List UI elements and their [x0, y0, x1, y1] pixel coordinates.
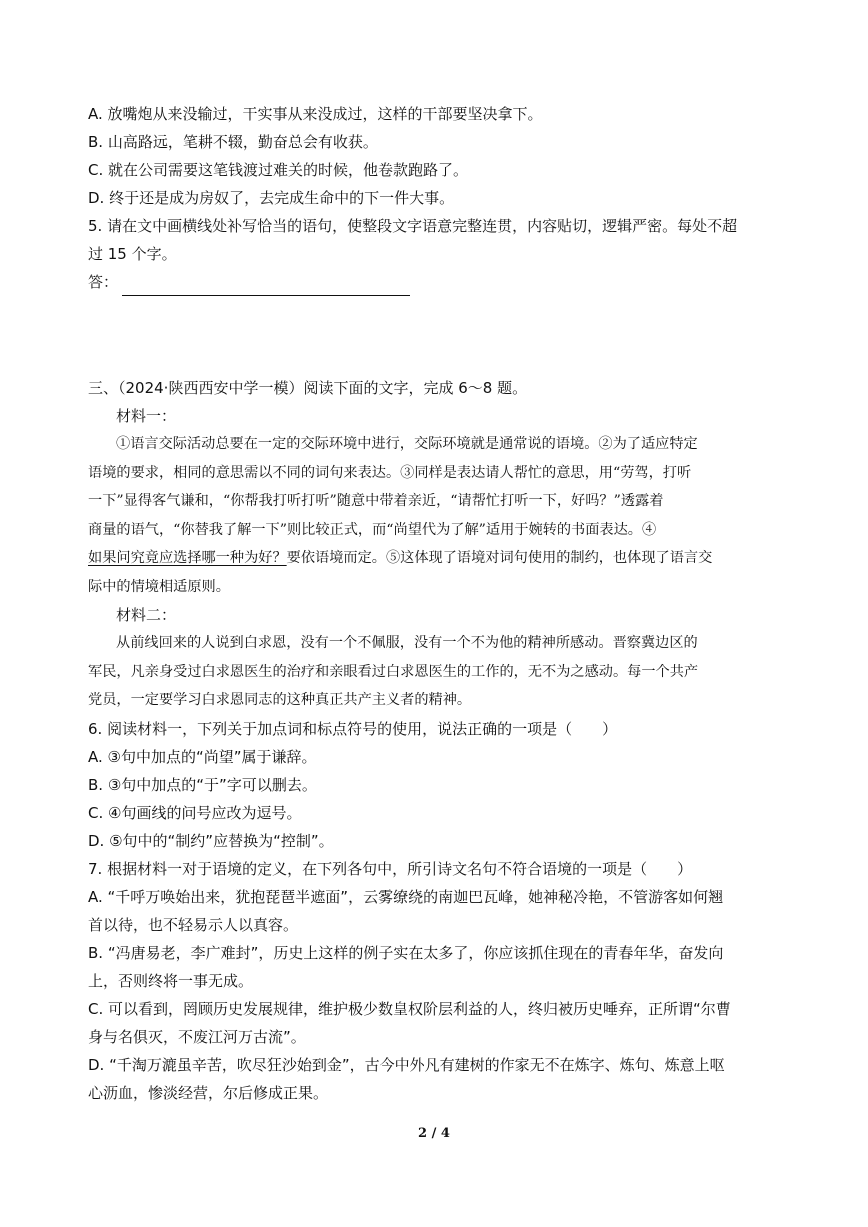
q7-stem: 7. 根据材料一对于语境的定义，在下列各句中，所引诗文名句不符合语境的一项是（ ） — [88, 859, 693, 878]
q4-option-a: A. 放嘴炮从来没输过，干实事从来没成过，这样的干部要坚决拿下。 — [88, 105, 543, 123]
q6-option-d: D. ⑤句中的“制约”应替换为“控制”。 — [88, 831, 334, 850]
q7-option-d-line1: D. “千淘万漉虽辛苦，吹尽狂沙始到金”，古今中外凡有建树的作家无不在炼字、炼句、炼意上呕 — [88, 1055, 725, 1074]
section-gap — [88, 296, 788, 374]
material2-label: 材料二： — [116, 606, 177, 624]
answer-label: 答： — [88, 273, 119, 291]
material1-line: ①语言交际活动总要在一定的交际环境中进行，交际环境就是通常说的语境。②为了适应特定 — [116, 436, 698, 452]
q6-option-b: B. ③句中加点的“于”字可以删去。 — [88, 775, 317, 794]
material2-line: 党员，一定要学习白求恩同志的这种真正共产主义者的精神。 — [88, 692, 472, 708]
q7-option-d-line2: 心沥血，惨淡经营，尔后修成正果。 — [88, 1083, 329, 1102]
underlined-question-sentence: 如果问究竟应选择哪一种为好？ — [88, 550, 287, 566]
q5-stem-line2: 过 15 个字。 — [88, 245, 177, 263]
q5-answer-row — [88, 268, 788, 296]
material1-line: 际中的情境相适原则。 — [88, 578, 230, 595]
q4-option-b: B. 山高路远，笔耕不辍，勤奋总会有收获。 — [88, 133, 378, 151]
answer-blank-line[interactable] — [122, 277, 410, 296]
material2-line: 军民，凡亲身受过白求恩医生的治疗和亲眼看过白求恩医生的工作的，无不为之感动。每一个共产 — [88, 663, 699, 680]
material1-line: 一下”显得客气谦和，“你帮我打听打听”随意中带着亲近，“请帮忙打听一下，好吗？”透露着 — [88, 493, 664, 509]
q7-option-b-line1: B. “冯唐易老，李广难封”，历史上这样的例子实在太多了，你应该抓住现在的青春年华，奋发向 — [88, 943, 724, 962]
q4-option-d: D. 终于还是成为房奴了，去完成生命中的下一件大事。 — [88, 189, 455, 207]
q7-option-b-line2: 上，否则终将一事无成。 — [88, 971, 254, 990]
page-number: 2 / 4 — [418, 1126, 450, 1141]
section3-heading: 三、（2024·陕西西安中学一模）阅读下面的文字，完成 6～8 题。 — [88, 379, 528, 397]
q6-stem: 6. 阅读材料一，下列关于加点词和标点符号的使用，说法正确的一项是（ ） — [88, 719, 618, 738]
q6-option-a: A. ③句中加点的“尚望”属于谦辞。 — [88, 747, 317, 766]
material1-label: 材料一： — [116, 407, 177, 425]
material2-line: 从前线回来的人说到白求恩，没有一个不佩服，没有一个不为他的精神所感动。晋察冀边区的 — [116, 635, 698, 651]
material1-line-rest: 要依语境而定。⑤这体现了语境对词句使用的制约，也体现了语言交 — [286, 550, 713, 566]
material1-line: 语境的要求，相同的意思需以不同的词句来表达。③同样是表达请人帮忙的意思，用“劳驾，打听 — [88, 464, 692, 481]
q4-option-c: C. 就在公司需要这笔钱渡过难关的时候，他卷款跑路了。 — [88, 161, 469, 179]
material1-line: 商量的语气，“你替我了解一下”则比较正式，而“尚望代为了解”适用于婉转的书面表达。④ — [88, 521, 657, 538]
q7-option-c-line1: C. 可以看到，罔顾历史发展规律，维护极少数皇权阶层利益的人，终归被历史唾弃，正所谓“尔曹 — [88, 999, 731, 1018]
q7-option-c-line2: 身与名俱灭，不废江河万古流”。 — [88, 1027, 306, 1046]
document-body — [88, 100, 788, 1107]
q5-stem-line1: 5. 请在文中画横线处补写恰当的语句，使整段文字语意完整连贯，内容贴切，逻辑严密。每处不超 — [88, 217, 738, 235]
q7-option-a-line1: A. “千呼万唤始出来，犹抱琵琶半遮面”，云雾缭绕的南迦巴瓦峰，她神秘冷艳，不管游客如何翘 — [88, 887, 724, 906]
q7-option-a-line2: 首以待，也不轻易示人以真容。 — [88, 915, 299, 934]
q6-option-c: C. ④句画线的问号应改为逗号。 — [88, 803, 302, 822]
material1-line — [88, 544, 788, 573]
